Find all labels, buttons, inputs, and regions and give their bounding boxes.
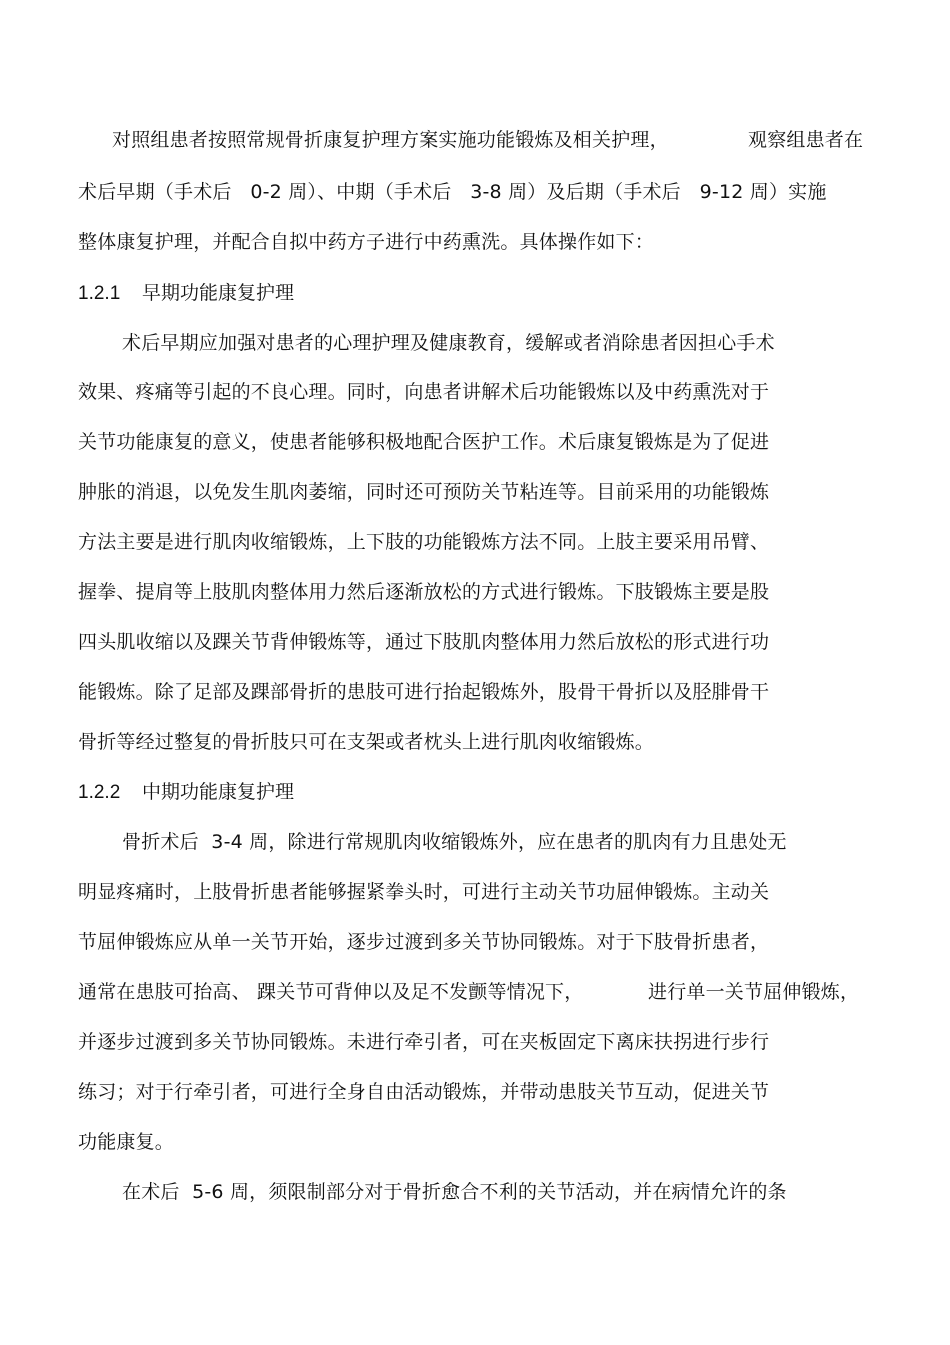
section-number: 1.2.2: [78, 782, 121, 803]
paragraph-3-line-4: 通常在患肢可抬高、 踝关节可背伸以及足不发颤等情况下，: [78, 981, 584, 1003]
paragraph-1-line-1-tail: 观察组患者在: [748, 129, 864, 151]
section-title: 早期功能康复护理: [142, 282, 295, 304]
section-heading-1-2-2: [78, 780, 294, 805]
paragraph-3-line-3: 节屈伸锻炼应从单一关节开始，逐步过渡到多关节协同锻炼。对于下肢骨折患者，: [78, 931, 770, 953]
paragraph-1-line-1: 对照组患者按照常规骨折康复护理方案实施功能锻炼及相关护理，: [112, 129, 669, 151]
paragraph-2-line-6: 握拳、提肩等上肢肌肉整体用力然后逐渐放松的方式进行锻炼。下肢锻炼主要是股: [78, 581, 770, 603]
paragraph-3-line-5: 并逐步过渡到多关节协同锻炼。未进行牵引者，可在夹板固定下离床扶拐进行步行: [78, 1031, 770, 1053]
paragraph-2-line-9: 骨折等经过整复的骨折肢只可在支架或者枕头上进行肌肉收缩锻炼。: [78, 731, 655, 753]
paragraph-2-line-2: 效果、疼痛等引起的不良心理。同时，向患者讲解术后功能锻炼以及中药熏洗对于: [78, 381, 770, 403]
paragraph-2-line-3: 关节功能康复的意义，使患者能够积极地配合医护工作。术后康复锻炼是为了促进: [78, 431, 770, 453]
section-heading-1-2-1: [78, 281, 294, 306]
paragraph-3-line-4-tail: 进行单一关节屈伸锻炼，: [648, 981, 860, 1003]
paragraph-3-line-7: 功能康复。: [78, 1131, 175, 1153]
paragraph-3-line-1: 骨折术后 3-4 周，除进行常规肌肉收缩锻炼外，应在患者的肌肉有力且患处无: [122, 831, 787, 853]
paragraph-1-line-2: 术后早期（手术后 0-2 周）、中期（手术后 3-8 周）及后期（手术后 9-12 周）实施: [78, 181, 827, 203]
paragraph-4-line-1: 在术后 5-6 周，须限制部分对于骨折愈合不利的关节活动，并在病情允许的条: [122, 1181, 787, 1203]
paragraph-2-line-5: 方法主要是进行肌肉收缩锻炼，上下肢的功能锻炼方法不同。上肢主要采用吊臂、: [78, 531, 770, 553]
paragraph-2-line-8: 能锻炼。除了足部及踝部骨折的患肢可进行抬起锻炼外，股骨干骨折以及胫腓骨干: [78, 681, 770, 703]
paragraph-3-line-2: 明显疼痛时，上肢骨折患者能够握紧拳头时，可进行主动关节功屈伸锻炼。主动关: [78, 881, 770, 903]
paragraph-1-line-3: 整体康复护理，并配合自拟中药方子进行中药熏洗。具体操作如下：: [78, 231, 655, 253]
paragraph-2-line-7: 四头肌收缩以及踝关节背伸锻炼等，通过下肢肌肉整体用力然后放松的形式进行功: [78, 631, 770, 653]
section-number: 1.2.1: [78, 283, 121, 304]
paragraph-2-line-1: 术后早期应加强对患者的心理护理及健康教育，缓解或者消除患者因担心手术: [122, 332, 775, 354]
section-title: 中期功能康复护理: [142, 781, 295, 803]
paragraph-2-line-4: 肿胀的消退，以免发生肌肉萎缩，同时还可预防关节粘连等。目前采用的功能锻炼: [78, 481, 770, 503]
paragraph-3-line-6: 练习；对于行牵引者，可进行全身自由活动锻炼，并带动患肢关节互动，促进关节: [78, 1081, 770, 1103]
